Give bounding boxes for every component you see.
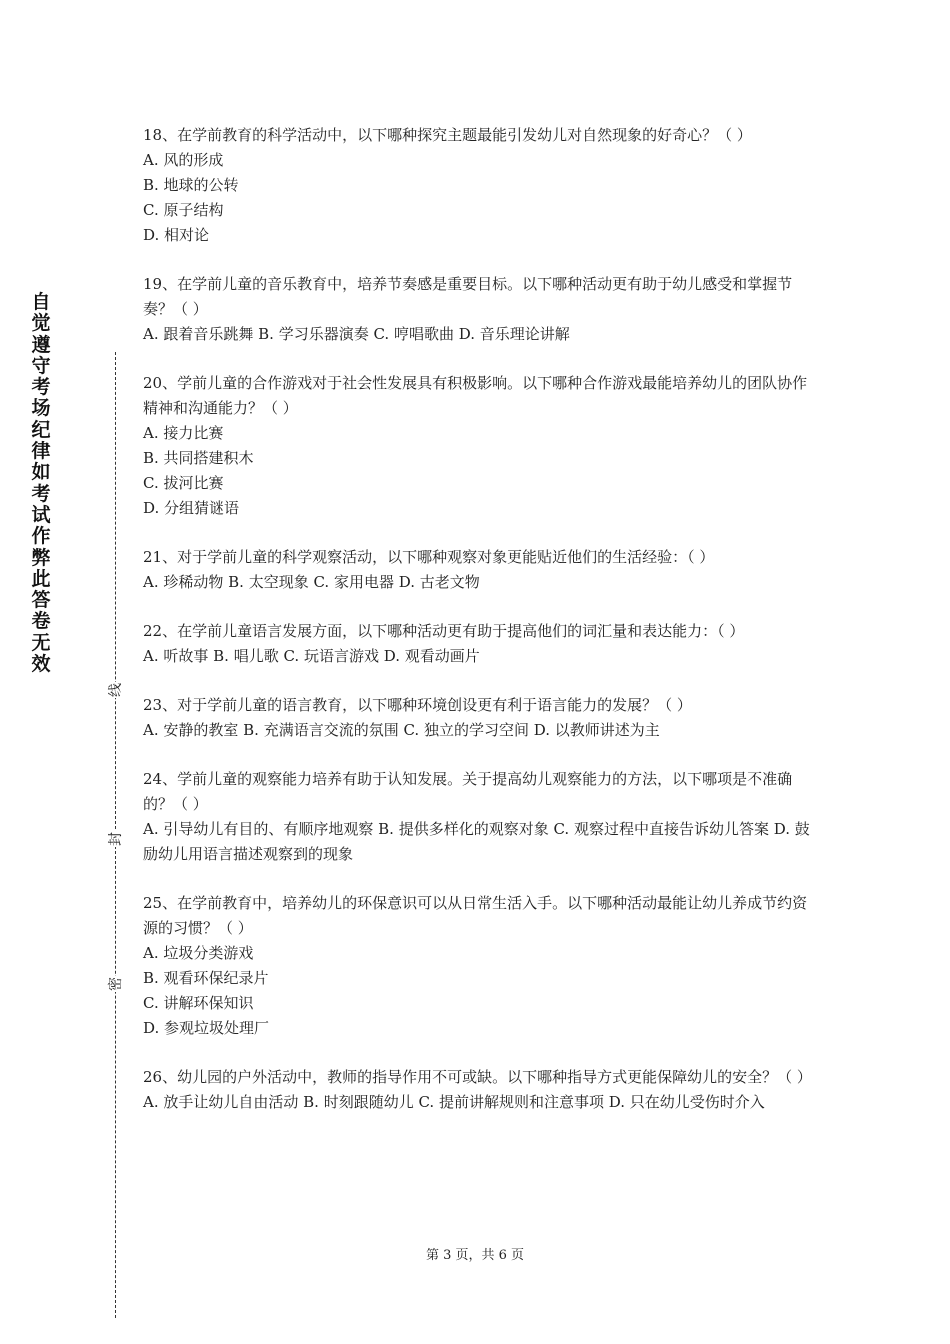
question-26: [143, 1065, 813, 1115]
answer-options: [143, 941, 813, 1041]
answer-option: A. 珍稀动物 B. 太空现象 C. 家用电器 D. 古老文物: [143, 573, 480, 591]
answer-option: A. 跟着音乐跳舞 B. 学习乐器演奏 C. 哼唱歌曲 D. 音乐理论讲解: [143, 325, 570, 343]
answer-option: A. 风的形成: [143, 151, 224, 169]
question-24: [143, 767, 813, 867]
question-text: 20、学前儿童的合作游戏对于社会性发展具有积极影响。以下哪种合作游戏最能培养幼儿的团队协作精神和沟通能力？（ ）: [143, 374, 808, 417]
question-text: 26、幼儿园的户外活动中，教师的指导作用不可或缺。以下哪种指导方式更能保障幼儿的安全？（ ）: [143, 1068, 812, 1086]
question-19: [143, 272, 813, 347]
binding-label-seal: 封: [108, 832, 124, 846]
answer-option: A. 放手让幼儿自由活动 B. 时刻跟随幼儿 C. 提前讲解规则和注意事项 D. 只在幼儿受伤时介入: [143, 1093, 765, 1111]
answer-option: C. 原子结构: [143, 201, 224, 219]
answer-option: D. 相对论: [143, 226, 210, 244]
question-text: 19、在学前儿童的音乐教育中，培养节奏感是重要目标。以下哪种活动更有助于幼儿感受和掌握节奏？（ ）: [143, 275, 793, 318]
question-22: [143, 619, 813, 669]
answer-option: D. 参观垃圾处理厂: [143, 1019, 270, 1037]
answer-option: C. 拔河比赛: [143, 474, 224, 492]
page-number: 第 3 页，共 6 页: [425, 1248, 525, 1263]
answer-options: [143, 421, 813, 521]
answer-options: [143, 718, 813, 743]
question-21: [143, 545, 813, 595]
answer-options: [143, 322, 813, 347]
question-25: [143, 891, 813, 1041]
question-text: 25、在学前教育中，培养幼儿的环保意识可以从日常生活入手。以下哪种活动最能让幼儿养成节约资源的习惯？（ ）: [143, 894, 808, 937]
answer-options: [143, 148, 813, 248]
question-text: 22、在学前儿童语言发展方面，以下哪种活动更有助于提高他们的词汇量和表达能力：（ ）: [143, 622, 745, 640]
answer-option: C. 讲解环保知识: [143, 994, 254, 1012]
question-text: 23、对于学前儿童的语言教育，以下哪种环境创设更有利于语言能力的发展？（ ）: [143, 696, 692, 714]
exam-rules-notice: 自觉遵守考场纪律如考试作弊此答卷无效: [31, 291, 51, 676]
answer-option: A. 听故事 B. 唱儿歌 C. 玩语言游戏 D. 观看动画片: [143, 647, 480, 665]
answer-options: [143, 570, 813, 595]
question-23: [143, 693, 813, 743]
answer-option: B. 地球的公转: [143, 176, 239, 194]
binding-label-line: 线: [108, 683, 124, 697]
question-20: [143, 371, 813, 521]
question-text: 24、学前儿童的观察能力培养有助于认知发展。关于提高幼儿观察能力的方法，以下哪项是不准确的？（ ）: [143, 770, 793, 813]
question-text: 21、对于学前儿童的科学观察活动，以下哪种观察对象更能贴近他们的生活经验：（ ）: [143, 548, 715, 566]
binding-label-secret: 密: [108, 977, 124, 991]
answer-option: A. 接力比赛: [143, 424, 224, 442]
answer-option: B. 观看环保纪录片: [143, 969, 269, 987]
answer-options: [143, 644, 813, 669]
question-list: [143, 123, 813, 1139]
answer-options: [143, 1090, 813, 1115]
question-18: [143, 123, 813, 248]
answer-option: D. 分组猜谜语: [143, 499, 240, 517]
answer-option: A. 引导幼儿有目的、有顺序地观察 B. 提供多样化的观察对象 C. 观察过程中直接告诉幼儿答案 D. 鼓励幼儿用语言描述观察到的现象: [143, 820, 810, 863]
answer-option: A. 垃圾分类游戏: [143, 944, 254, 962]
question-text: 18、在学前教育的科学活动中，以下哪种探究主题最能引发幼儿对自然现象的好奇心？（ ）: [143, 126, 752, 144]
answer-options: [143, 817, 813, 867]
answer-option: B. 共同搭建积木: [143, 449, 254, 467]
answer-option: A. 安静的教室 B. 充满语言交流的氛围 C. 独立的学习空间 D. 以教师讲述为主: [143, 721, 660, 739]
